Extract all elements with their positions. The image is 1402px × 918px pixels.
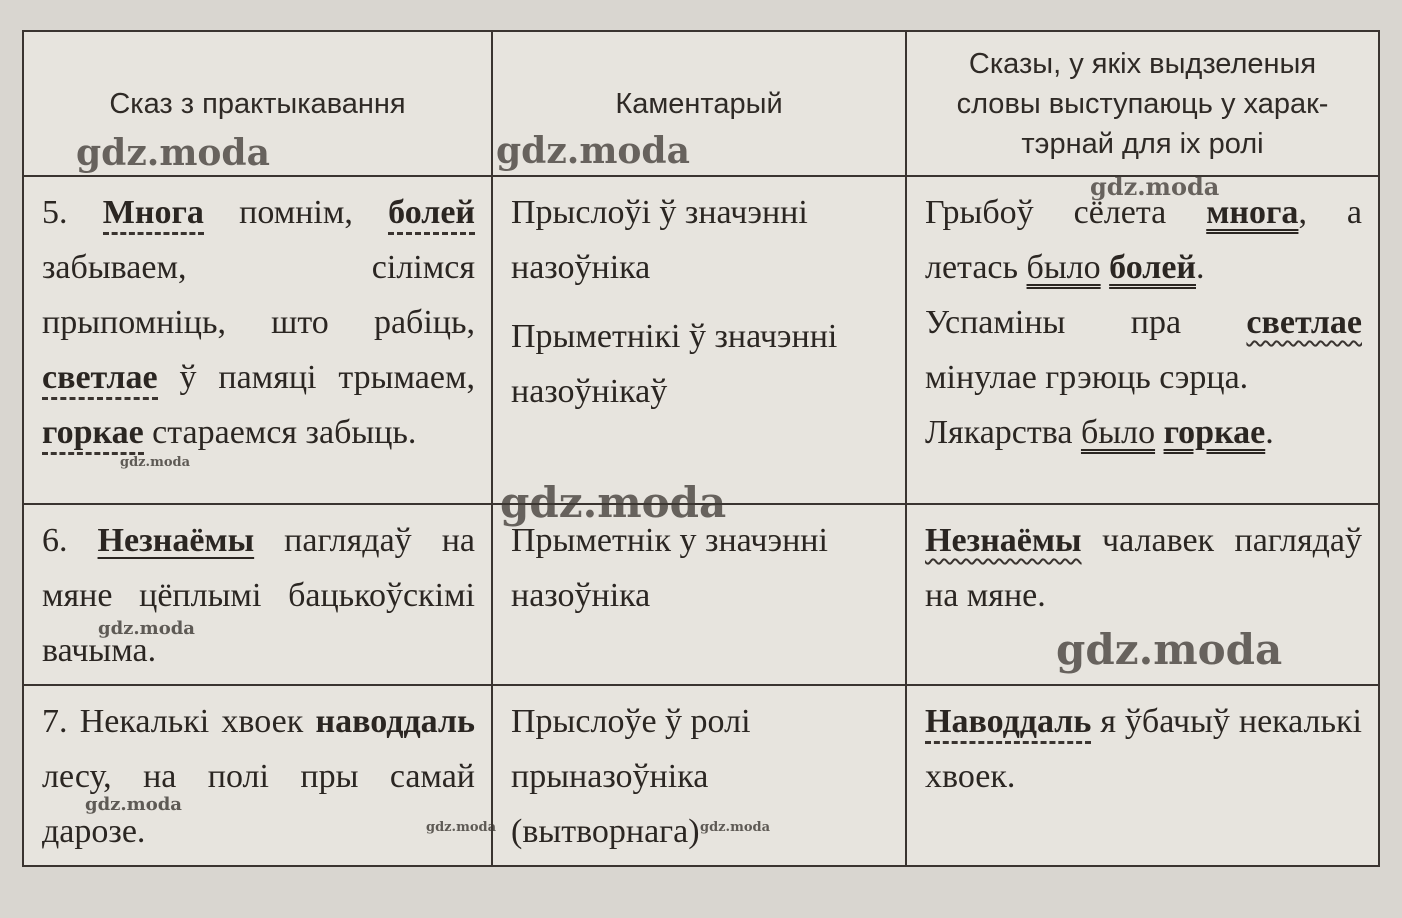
row5-ex1-word-bolei: болей: [1109, 249, 1196, 286]
header-col-comment: [492, 31, 906, 176]
row6-examples-cell: [906, 504, 1379, 685]
row5-ex3-space: [1155, 414, 1164, 451]
watermark-9: gdz.moda: [426, 820, 497, 835]
row7-examples-cell: [906, 685, 1379, 866]
row5-examples-cell: [906, 176, 1379, 504]
row5-text-4: стараемся забыць.: [143, 414, 417, 451]
exercise-table: [22, 30, 1380, 867]
row5-examples: [907, 177, 1378, 466]
row5-text-1: помнім,: [203, 194, 389, 231]
row7-number: 7.: [42, 703, 68, 740]
header-col-sentence-label: Сказ з практыкавання: [109, 87, 406, 120]
row5-ex3-word-gorkae: горкае: [1163, 414, 1266, 451]
row5-text-2: забываем, сілімся прыпомніць, што рабіць,: [42, 249, 475, 341]
row5-ex3-bylo: было: [1080, 414, 1156, 451]
row5-comment-2: Прыметнікі ў значэнні назоўнікаў: [511, 318, 838, 410]
row5-ex1-text-a: Грыбоў сёлета: [925, 194, 1207, 231]
row5-ex2-text-b: мінулае грэюць сэрца.: [925, 359, 1249, 396]
row5-ex1-end: .: [1196, 249, 1205, 286]
row7-text-1: лесу, на полі пры самай дарозе.: [42, 758, 475, 850]
row5-comment: [493, 177, 905, 425]
table-row-6: [23, 504, 1379, 685]
row5-ex1-bylo: было: [1026, 249, 1101, 286]
row7-ex-text: я ўбачыў некалькі хвоек.: [925, 703, 1362, 795]
row6-sentence: [24, 505, 491, 684]
row7-comment: [493, 686, 905, 865]
table-row-5: [23, 176, 1379, 504]
row6-comment: [493, 505, 905, 629]
row6-comment-1: Прыметнік у значэнні назоўніка: [511, 522, 828, 614]
row6-comment-cell: [492, 504, 906, 685]
row5-ex2-text-a: Успаміны пра: [925, 304, 1247, 341]
watermark-8: gdz.moda: [85, 794, 182, 815]
row6-number: 6.: [42, 522, 68, 559]
watermark-10: gdz.moda: [700, 820, 771, 835]
row5-ex1-text-b: , а летась: [925, 194, 1363, 286]
row6-ex-text: чалавек паглядаў на мяне.: [925, 522, 1362, 614]
row5-ex1-space: [1101, 249, 1110, 286]
row7-comment-1: Прыслоўе ў ролі прыназоўніка (вытворнага): [511, 703, 751, 850]
row5-word-bolei: болей: [388, 194, 475, 235]
watermark-4: gdz.moda: [120, 455, 191, 470]
row7-sentence-cell: [23, 685, 492, 866]
table-row-7: [23, 685, 1379, 866]
row5-ex2-word-svetlae: светлае: [1246, 304, 1362, 341]
watermark-7: gdz.moda: [1056, 625, 1283, 674]
header-row: [23, 31, 1379, 176]
row7-comment-cell: [492, 685, 906, 866]
row6-text-1: паглядаў на мяне цёплымі бацькоўскімі вачыма.: [42, 522, 475, 669]
row7-examples: [907, 686, 1378, 810]
watermark-5: gdz.moda: [500, 478, 727, 527]
row7-sentence: [24, 686, 491, 865]
row6-examples: [907, 505, 1378, 629]
row5-sentence-cell: [23, 176, 492, 504]
watermark-6: gdz.moda: [98, 618, 195, 639]
row6-sentence-cell: [23, 504, 492, 685]
row5-sentence: [24, 177, 491, 466]
row7-text-0: Некалькі хвоек: [67, 703, 316, 740]
row5-comment-1: Прыслоўі ў значэнні назоўніка: [511, 194, 808, 286]
header-col-comment-label: Каментарый: [615, 87, 783, 120]
row5-number: 5.: [42, 194, 68, 231]
row6-ex-word-neznaemy: Незнаёмы: [925, 522, 1082, 559]
watermark-2: gdz.moda: [496, 130, 690, 172]
row5-word-svetlae: светлае: [42, 359, 158, 400]
header-col-examples-label: Сказы, у якіх выдзеленыя словы выступаюць у харак- тэрнай для іх ролі: [956, 47, 1329, 160]
row5-word-mnoga: Многа: [103, 194, 204, 235]
watermark-1: gdz.moda: [76, 132, 270, 174]
row5-ex1-word-mnoga: многа: [1206, 194, 1299, 231]
row5-word-gorkae: горкае: [42, 414, 144, 455]
watermark-3: gdz.moda: [1090, 172, 1220, 201]
row6-word-neznaemy: Незнаёмы: [97, 522, 255, 559]
row7-ex-word-navoddal: Наводдаль: [925, 703, 1091, 744]
row5-comment-cell: [492, 176, 906, 504]
header-col-sentence: [23, 31, 492, 176]
row5-ex3-text-a: Лякарства: [925, 414, 1081, 451]
row5-ex3-end: .: [1265, 414, 1274, 451]
row7-word-navoddal: наводдаль: [315, 703, 475, 740]
header-col-examples: [906, 31, 1379, 176]
row5-text-3: ў памяці трымаем,: [157, 359, 475, 396]
